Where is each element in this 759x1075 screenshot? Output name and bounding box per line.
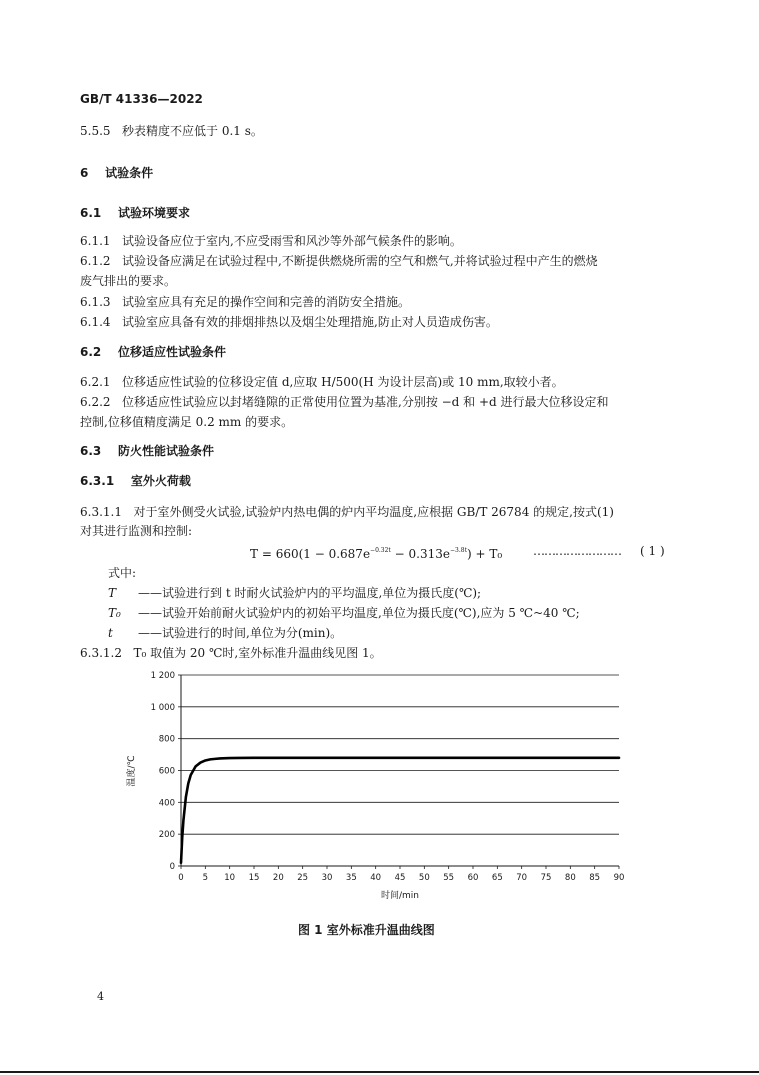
section-title: 防火性能试验条件 [117, 444, 214, 458]
x-tick-label: 25 [297, 873, 309, 883]
section-title: 试验环境要求 [117, 206, 190, 220]
where-intro: 式中: [108, 566, 137, 580]
y-axis-label: 温度/℃ [127, 755, 137, 787]
x-tick-label: 90 [613, 873, 625, 883]
where-description: ——试验进行的时间,单位为分(min)。 [138, 626, 343, 640]
clause-6-3-1-1-continuation: 对其进行监测和控制: [80, 524, 193, 538]
y-tick-labels [151, 671, 175, 872]
x-tick-label: 75 [540, 873, 552, 883]
clause-text-line1: 试验设备应满足在试验过程中,不断提供燃烧所需的空气和燃气,并将试验过程中产生的燃烧 [122, 254, 598, 268]
formula-equation-number: ( 1 ) [640, 544, 665, 558]
clause-text-line1: 位移适应性试验应以封堵缝隙的正常使用位置为基准,分别按 −d 和 +d 进行最大位移设定和 [122, 395, 609, 409]
clause-number: 6.2.1 [80, 375, 111, 389]
clause-text: 位移适应性试验的位移设定值 d,应取 H/500(H 为设计层高)或 10 mm,取较小者。 [122, 375, 564, 389]
section-number: 6 [80, 166, 89, 180]
section-title: 试验条件 [105, 166, 154, 180]
formula-exponent-2: −3.8t [450, 547, 467, 554]
y-tick-label: 600 [158, 766, 175, 777]
x-tick-label: 10 [224, 873, 236, 883]
y-tick-label: 200 [158, 830, 175, 841]
x-tick-label: 65 [491, 873, 503, 883]
chart-series [181, 758, 619, 863]
formula-leader-dots: …………………… [533, 544, 621, 558]
clause-text-line1: 对于室外侧受火试验,试验炉内热电偶的炉内平均温度,应根据 GB/T 26784 的规定,按式(1) [133, 505, 614, 519]
clause-number: 6.3.1.2 [80, 646, 122, 660]
clause-number: 6.2.2 [80, 395, 111, 409]
formula-mid: − 0.313e [390, 547, 450, 561]
clause-number: 6.1.2 [80, 254, 111, 268]
y-tick-label: 1 000 [150, 702, 175, 713]
y-tick-label: 400 [158, 798, 175, 809]
x-tick-label: 5 [202, 873, 209, 883]
clause-text: 试验设备应位于室内,不应受雨雪和风沙等外部气候条件的影响。 [122, 234, 462, 248]
x-tick-label: 35 [345, 873, 357, 883]
clause-number: 5.5.5 [80, 124, 111, 138]
section-number: 6.3 [80, 444, 102, 458]
x-tick-label: 70 [516, 873, 528, 883]
figure-caption: 图 1 室外标准升温曲线图 [298, 923, 435, 937]
clause-number: 6.3.1.1 [80, 505, 122, 519]
x-tick-label: 15 [248, 873, 260, 883]
x-tick-label: 80 [564, 873, 576, 883]
chart-gridlines [178, 675, 619, 869]
clause-text: T₀ 取值为 20 ℃时,室外标准升温曲线见图 1。 [133, 646, 382, 660]
formula-lhs: T = 660(1 − 0.687e [250, 547, 371, 561]
x-tick-label: 45 [394, 873, 406, 883]
section-number: 6.2 [80, 345, 102, 359]
bottom-rule [0, 1071, 759, 1073]
where-symbol: T₀ [108, 606, 121, 620]
clause-number: 6.1.4 [80, 315, 111, 329]
y-tick-label: 1 200 [150, 671, 175, 681]
x-tick-label: 50 [418, 873, 430, 883]
section-number: 6.1 [80, 206, 102, 220]
where-symbol: T [108, 586, 117, 600]
section-number: 6.3.1 [80, 474, 115, 488]
formula-rhs: ) + T₀ [466, 547, 503, 561]
standard-code-header: GB/T 41336—2022 [80, 92, 203, 106]
where-symbol: t [108, 626, 113, 640]
clause-text: 试验室应具有充足的操作空间和完善的消防安全措施。 [122, 295, 411, 309]
x-tick-label: 30 [321, 873, 333, 883]
where-description: ——试验开始前耐火试验炉内的初始平均温度,单位为摄氏度(℃),应为 5 ℃~40 ℃; [138, 606, 580, 620]
x-tick-label: 40 [370, 873, 382, 883]
page-number: 4 [97, 990, 104, 1003]
x-tick-label: 20 [272, 873, 284, 883]
clause-text: 秒表精度不应低于 0.1 s。 [122, 124, 263, 138]
x-axis-label: 时间/min [380, 891, 420, 901]
x-tick-label: 0 [178, 873, 184, 883]
x-tick-labels [178, 873, 624, 883]
section-title: 室外火荷载 [130, 474, 191, 488]
clause-6-2-2-continuation: 控制,位移值精度满足 0.2 mm 的要求。 [80, 415, 294, 429]
clause-6-1-2-continuation: 废气排出的要求。 [80, 274, 177, 288]
x-tick-label: 55 [443, 873, 455, 883]
clause-number: 6.1.1 [80, 234, 111, 248]
section-title: 位移适应性试验条件 [117, 345, 226, 359]
x-tick-label: 85 [589, 873, 601, 883]
temperature-curve [181, 758, 619, 863]
y-tick-label: 800 [158, 734, 175, 745]
x-tick-label: 60 [467, 873, 479, 883]
formula-exponent-1: −0.32t [370, 547, 391, 554]
where-description: ——试验进行到 t 时耐火试验炉内的平均温度,单位为摄氏度(℃); [138, 586, 482, 600]
y-tick-label: 0 [169, 862, 175, 872]
clause-text: 试验室应具备有效的排烟排热以及烟尘处理措施,防止对人员造成伤害。 [122, 315, 498, 329]
clause-number: 6.1.3 [80, 295, 111, 309]
